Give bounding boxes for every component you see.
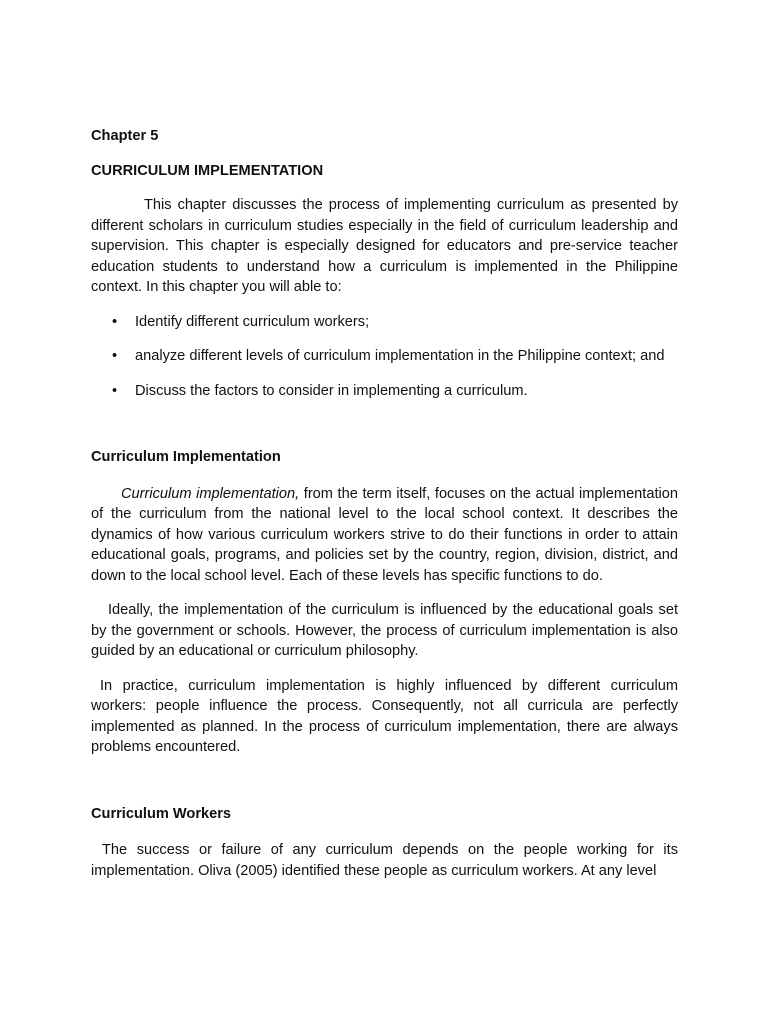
list-item [91,312,695,333]
chapter-title: CURRICULUM IMPLEMENTATION [91,162,324,179]
definition-term: Curriculum implementation, [121,485,300,502]
list-item [91,381,695,402]
objectives-list [91,312,678,402]
list-item [91,346,695,367]
workers-paragraph: The success or failure of any curriculum depends on the people working for its implementation. Oliva (2005) identified these people as curriculum workers. At any level [91,842,678,879]
section-heading-workers: Curriculum Workers [91,805,232,822]
bullet-icon: • [112,382,118,399]
bullet-icon: • [112,348,118,364]
chapter-label: Chapter 5 [91,128,159,144]
ideal-paragraph: Ideally, the implementation of the curriculum is influenced by the educational goals set by the government or schools. However, the process of curriculum implementation is also guided by an educational or curriculum philosophy. [91,602,678,659]
definition-paragraph [91,484,678,587]
bullet-icon: • [112,313,118,330]
definition-text: from the term itself, focuses on the actual implementation of the curriculum from the national level to the local school context. It describes the dynamics of how various curriculum workers strive to do their functions in order to attain educational goals, programs, and policies set by the country, region, division, district, and down to the local school level. Each of these levels has specific functions to do. [91,485,679,584]
objective-text: Identify different curriculum workers; [135,313,370,330]
document-content [91,126,678,881]
objective-text: Discuss the factors to consider in implementing a curriculum. [135,382,528,399]
practice-paragraph: In practice, curriculum implementation is highly influenced by different curriculum workers: people influence the process. Consequently, not all curricula are perfectly implemented as planned. In the process of curriculum implementation, there are always problems encountered. [91,677,678,755]
intro-paragraph: This chapter discusses the process of implementing curriculum as presented by different scholars in curriculum studies especially in the field of curriculum leadership and supervision. This chapter is especially designed for educators and pre-service teacher education students to understand how a curriculum is implemented in the Philippine context. In this chapter you will able to: [91,197,678,295]
section-heading-implementation: Curriculum Implementation [91,449,281,465]
objective-text: analyze different levels of curriculum implementation in the Philippine context; and [135,348,665,364]
